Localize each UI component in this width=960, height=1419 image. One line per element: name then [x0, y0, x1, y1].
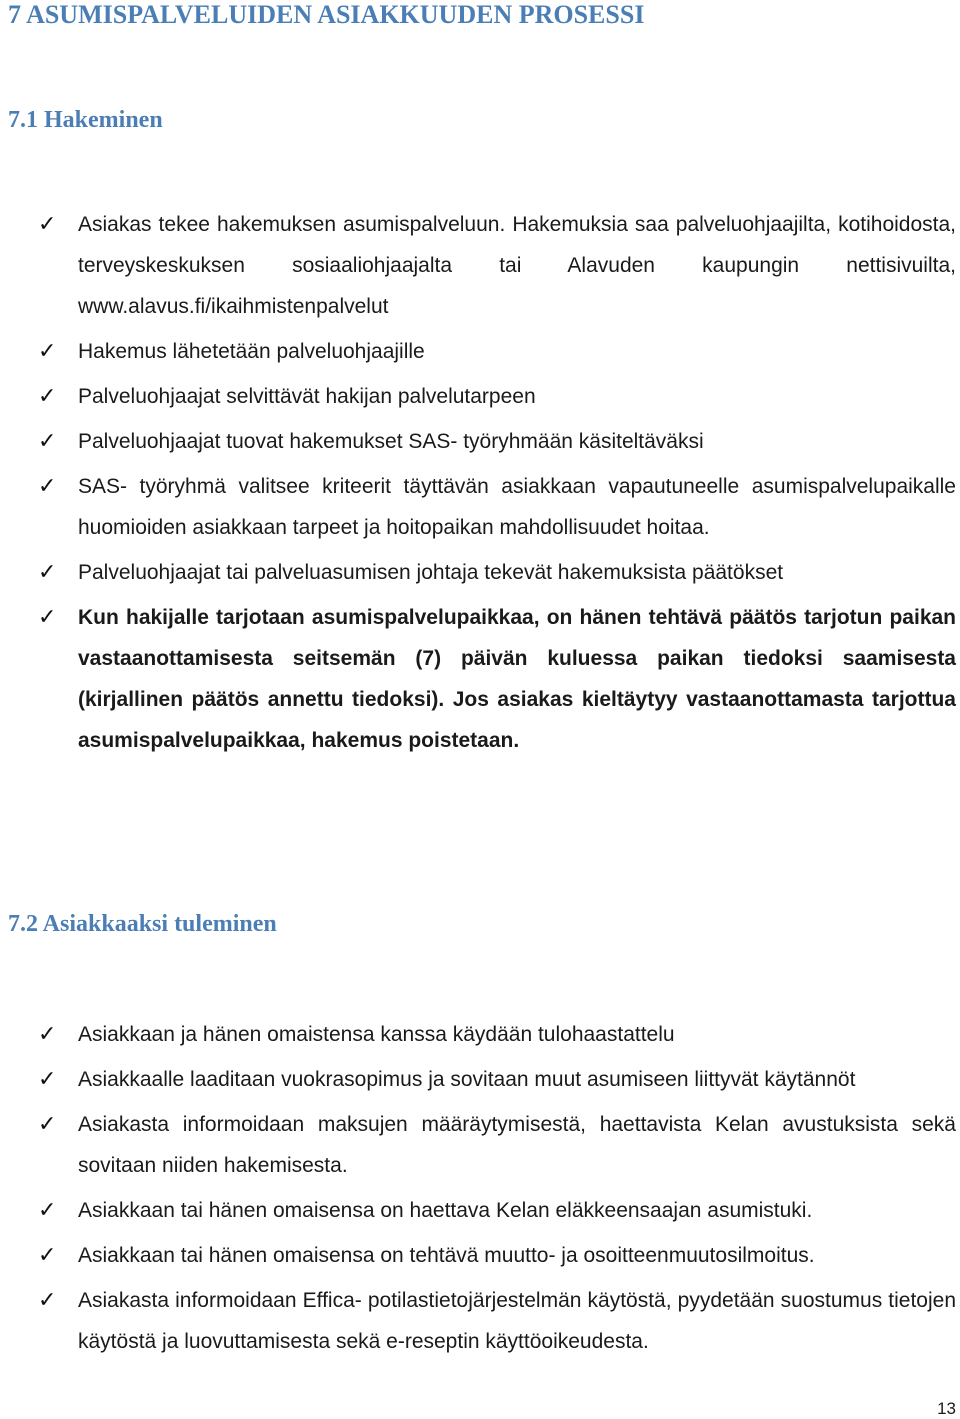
- checkmark-icon: ✓: [38, 384, 57, 409]
- list-item: [0, 1280, 960, 1362]
- list-item-text: Palveluohjaajat selvittävät hakijan palvelutarpeen: [78, 385, 536, 408]
- list-item: [0, 1014, 960, 1055]
- checkmark-icon: ✓: [38, 1288, 57, 1313]
- section-heading-asiakkaaksi-tuleminen: 7.2 Asiakkaaksi tuleminen: [8, 911, 277, 937]
- list-item-text: Asiakkaan tai hänen omaisensa on tehtävä muutto- ja osoitteenmuutosilmoitus.: [78, 1244, 815, 1267]
- page-number: 13: [937, 1399, 956, 1418]
- list-item: [0, 421, 960, 462]
- list-item: [0, 1104, 960, 1186]
- list-item-text: Asiakasta informoidaan Effica- potilastietojärjestelmän käytöstä, pyydetään suostumus tietojen käytöstä ja luovuttamisesta sekä e-reseptin käyttöoikeudesta.: [78, 1289, 956, 1353]
- list-item: [0, 1235, 960, 1276]
- list-item-text: SAS- työryhmä valitsee kriteerit täyttävän asiakkaan vapautuneelle asumispalvelupaikalle huomioiden asiakkaan tarpeet ja hoitopaikan mahdollisuudet hoitaa.: [78, 475, 956, 539]
- list-item-text: Asiakasta informoidaan maksujen määräytymisestä, haettavista Kelan avustuksista sekä sovitaan niiden hakemisesta.: [78, 1113, 956, 1177]
- chapter-heading: 7 ASUMISPALVELUIDEN ASIAKKUUDEN PROSESSI: [8, 0, 645, 29]
- checkmark-icon: ✓: [38, 1067, 57, 1092]
- checkmark-icon: ✓: [38, 1198, 57, 1223]
- checkmark-icon: ✓: [38, 1112, 57, 1137]
- list-item-text: Palveluohjaajat tuovat hakemukset SAS- työryhmään käsiteltäväksi: [78, 430, 704, 453]
- list-item: [0, 331, 960, 372]
- list-item: [0, 376, 960, 417]
- list-item: [0, 1059, 960, 1100]
- list-item-text: Hakemus lähetetään palveluohjaajille: [78, 340, 425, 363]
- list-item-text: Kun hakijalle tarjotaan asumispalvelupaikkaa, on hänen tehtävä päätös tarjotun paikan vastaanottamisesta seitsemän (7) päivän kuluessa paikan tiedoksi saamisesta (kirjallinen päätös annettu tiedoksi). Jos asiakas kieltäytyy vastaanottamasta tarjottua asumispalvelupaikkaa, hakemus poistetaan.: [78, 606, 956, 752]
- list-item: [0, 466, 960, 548]
- list-item-text: Asiakas tekee hakemuksen asumispalveluun. Hakemuksia saa palveluohjaajilta, kotihoidosta, terveyskeskuksen sosiaaliohjaajalta tai Alavuden kaupungin nettisivuilta, www.alavus.fi/ikaihmistenpalvelut: [78, 213, 956, 318]
- checkmark-icon: ✓: [38, 1243, 57, 1268]
- checkmark-icon: ✓: [38, 339, 57, 364]
- list-item: [0, 1190, 960, 1231]
- checkmark-icon: ✓: [38, 212, 57, 237]
- checkmark-icon: ✓: [38, 560, 57, 585]
- list-item: [0, 204, 960, 327]
- section-heading-hakeminen: 7.1 Hakeminen: [8, 107, 163, 133]
- list-item-text: Asiakkaan tai hänen omaisensa on haettava Kelan eläkkeensaajan asumistuki.: [78, 1199, 813, 1222]
- asiakkaaksi-tuleminen-checklist: [0, 1014, 960, 1366]
- hakeminen-checklist: [0, 204, 960, 765]
- list-item-text: Palveluohjaajat tai palveluasumisen johtaja tekevät hakemuksista päätökset: [78, 561, 784, 584]
- list-item-text: Asiakkaalle laaditaan vuokrasopimus ja sovitaan muut asumiseen liittyvät käytännöt: [78, 1068, 856, 1091]
- checkmark-icon: ✓: [38, 429, 57, 454]
- checkmark-icon: ✓: [38, 474, 57, 499]
- checkmark-icon: ✓: [38, 605, 57, 630]
- list-item-text: Asiakkaan ja hänen omaistensa kanssa käydään tulohaastattelu: [78, 1023, 675, 1046]
- list-item-bold: [0, 597, 960, 761]
- checkmark-icon: ✓: [38, 1022, 57, 1047]
- list-item: [0, 552, 960, 593]
